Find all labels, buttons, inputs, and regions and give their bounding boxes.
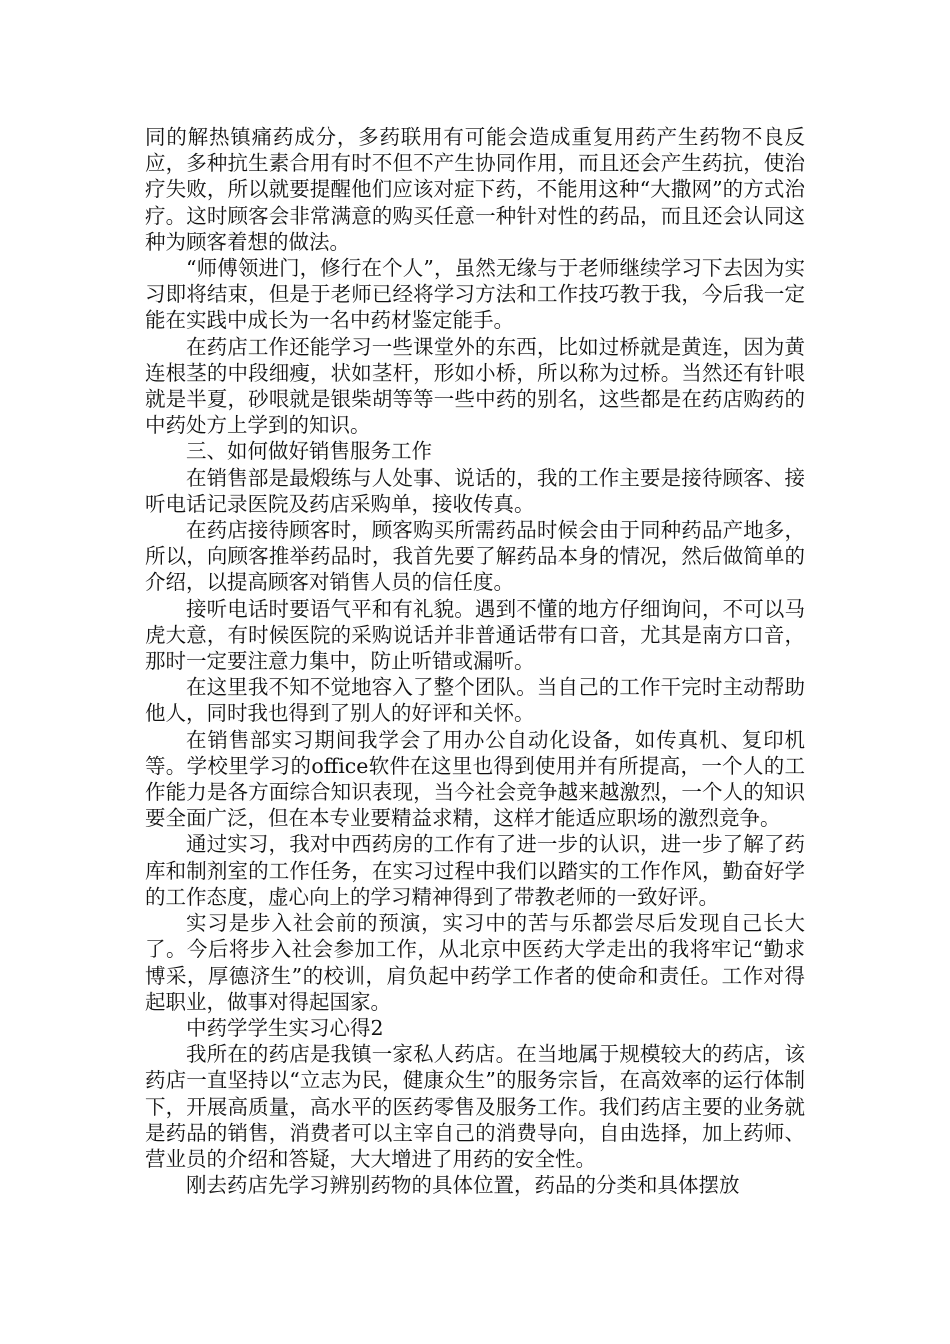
paragraph-sales-duties: 在销售部是最煅练与人处事、说话的，我的工作主要是接待顾客、接听电话记录医院及药店采购单，接收传真。 bbox=[145, 465, 805, 516]
paragraph-pharmacy-understanding: 通过实习，我对中西药房的工作有了进一步的认识，进一步了解了药库和制剂室的工作任务，在实习过程中我们以踏实的工作作风，勤奋好学的工作态度，虚心向上的学习精神得到了带教老师的一致好评。 bbox=[145, 832, 805, 909]
paragraph-master-quote: “师傅领进门，修行在个人”，虽然无缘与于老师继续学习下去因为实习即将结束，但是于老师已经将学习方法和工作技巧教于我，今后我一定能在实践中成长为一名中药材鉴定能手。 bbox=[145, 256, 805, 333]
document-page bbox=[145, 124, 805, 1198]
paragraph-phone-calls: 接听电话时要语气平和有礼貌。遇到不懂的地方仔细询问，不可以马虎大意，有时候医院的采购说话并非普通话带有口音，尤其是南方口音，那时一定要注意力集中，防止听错或漏听。 bbox=[145, 596, 805, 674]
paragraph-herb-aliases: 在药店工作还能学习一些课堂外的东西，比如过桥就是黄连，因为黄连根茎的中段细瘦，状如茎杆，形如小桥，所以称为过桥。当然还有针哏就是半夏，砂哏就是银柴胡等等一些中药的别名，这些都是在药店购药的中药处方上学到的知识。 bbox=[145, 334, 805, 438]
paragraph-office-skills: 在销售部实习期间我学会了用办公自动化设备，如传真机、复印机等。学校里学习的office软件在这里也得到使用并有所提高，一个人的工作能力是各方面综合知识表现，当今社会竞争越来越激烈，一个人的知识要全面广泛，但在本专业要精益求精，这样才能适应职场的激烈竞争。 bbox=[145, 727, 805, 831]
paragraph-customer-reception: 在药店接待顾客时，顾客购买所需药品时候会由于同种药品产地多，所以，向顾客推举药品时，我首先要了解药品本身的情况，然后做简单的介绍，以提高顾客对销售人员的信任度。 bbox=[145, 518, 805, 595]
paragraph-drug-location: 刚去药店先学习辨别药物的具体位置，药品的分类和具体摆放 bbox=[186, 1173, 740, 1198]
section-heading-part2: 中药学学生实习心得2 bbox=[186, 1015, 384, 1040]
section-heading-sales: 三、如何做好销售服务工作 bbox=[186, 439, 432, 464]
paragraph-team: 在这里我不知不觉地容入了整个团队。当自己的工作干完时主动帮助他人，同时我也得到了别人的好评和关怀。 bbox=[145, 675, 805, 726]
paragraph-continued: 同的解热镇痛药成分，多药联用有可能会造成重复用药产生药物不良反应，多种抗生素合用有时不但不产生协同作用，而且还会产生药抗，使治疗失败，所以就要提醒他们应该对症下药，不能用这种“大撒网”的方式治疗。这时顾客会非常满意的购买任意一种针对性的药品，而且还会认同这种为顾客着想的做法。 bbox=[145, 125, 805, 254]
paragraph-pharmacy-intro: 我所在的药店是我镇一家私人药店。在当地属于规模较大的药店，该药店一直坚持以“立志为民，健康众生”的服务宗旨，在高效率的运行体制下，开展高质量，高水平的医药零售及服务工作。我们药店主要的业务就是药品的销售，消费者可以主宰自己的消费导向，自由选择，加上药师、营业员的介绍和答疑，大大增进了用药的安全性。 bbox=[145, 1042, 805, 1171]
paragraph-conclusion: 实习是步入社会前的预演，实习中的苦与乐都尝尽后发现自己长大了。今后将步入社会参加工作，从北京中医药大学走出的我将牢记“勤求博采，厚德济生”的校训，肩负起中药学工作者的使命和责任。工作对得起职业，做事对得起国家。 bbox=[145, 911, 805, 1014]
